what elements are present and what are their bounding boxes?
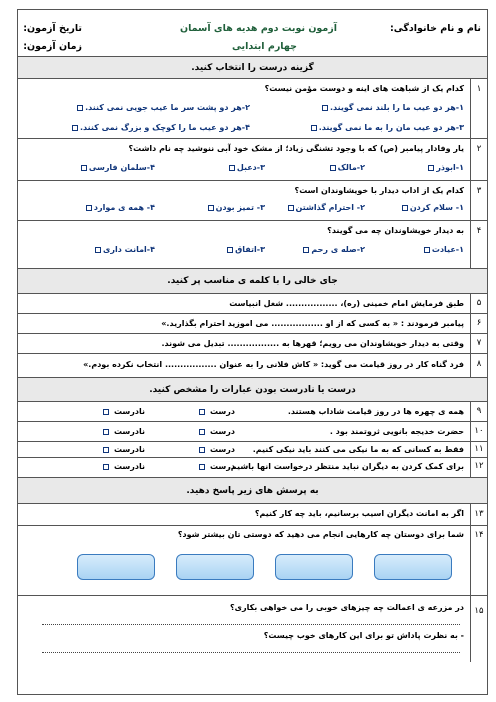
checkbox-icon[interactable] [199, 447, 205, 453]
question-number: ۱۲ [470, 458, 487, 477]
checkbox-icon[interactable] [227, 247, 233, 253]
checkbox-icon[interactable] [72, 125, 78, 131]
checkbox-icon[interactable] [103, 464, 109, 470]
true-option[interactable]: درست [197, 427, 235, 436]
question-row [18, 504, 487, 526]
question-number: ۶ [470, 314, 487, 333]
question-row [18, 294, 487, 314]
checkbox-icon[interactable] [311, 125, 317, 131]
option-3[interactable]: ۳-اتفاق [225, 245, 265, 254]
question-number: ۷ [470, 334, 487, 353]
question-number: ۳ [470, 181, 487, 220]
question-row [18, 442, 487, 458]
checkbox-icon[interactable] [322, 105, 328, 111]
question-text: به دیدار خویشاوندان چه می گویند؟ [327, 226, 464, 235]
question-number: ۹ [470, 402, 487, 421]
question-text: اگر به امانت دیگران اسیب برسانیم، باید چه کار کنیم؟ [254, 509, 464, 518]
answer-line[interactable] [42, 624, 460, 625]
exam-time-label: زمان آزمون: [23, 41, 82, 52]
question-number: ۵ [470, 294, 487, 313]
question-text: حضرت خدیجه بانویی ثروتمند بود . [329, 427, 464, 436]
checkbox-icon[interactable] [330, 165, 336, 171]
section-short-answer-title: به پرسش های زیر پاسخ دهید. [18, 478, 487, 504]
checkbox-icon[interactable] [402, 205, 408, 211]
question-row [18, 526, 487, 596]
student-name-label: نام و نام خانوادگی: [389, 23, 481, 34]
question-row [18, 402, 487, 422]
checkbox-icon[interactable] [86, 205, 92, 211]
section-multiple-choice-title: گزینه درست را انتخاب کنید. [18, 57, 487, 79]
question-row [18, 596, 487, 662]
answer-box-3[interactable] [176, 554, 254, 580]
option-3[interactable]: ۳-هر دو عیب مان را به ما نمی گویند. [309, 123, 464, 132]
section-fill-blank-title: جای خالی را با کلمه ی مناسب پر کنید. [18, 269, 487, 294]
question-number: ۸ [470, 354, 487, 377]
question-text: همه ی چهره ها در روز قیامت شاداب هستند. [287, 407, 464, 416]
answer-box-2[interactable] [275, 554, 353, 580]
section-true-false-title: درست یا نادرست بودن عبارات را مشخص کنید. [18, 378, 487, 402]
exam-title: آزمون نوبت دوم هدیه های آسمان [179, 23, 337, 34]
question-row [18, 422, 487, 442]
option-4[interactable]: ۴-هر دو عیب ما را کوچک و بزرگ نمی کنند. [70, 123, 250, 132]
question-text: شما برای دوستان چه کارهایی انجام می دهید که دوستی تان بیشتر شود؟ [177, 530, 464, 539]
true-option[interactable]: درست [197, 407, 235, 416]
question-number: ۱۳ [470, 504, 487, 525]
option-3[interactable]: ۳- تمیز بودن [206, 203, 265, 212]
question-text: در مزرعه ی اعمالت چه چیزهای خوبی را می خواهی بکاری؟ [230, 603, 464, 612]
question-number: ۱۵ [470, 596, 487, 662]
question-number: ۱۱ [470, 442, 487, 457]
false-option[interactable]: نادرست [101, 427, 145, 436]
checkbox-icon[interactable] [303, 247, 309, 253]
checkbox-icon[interactable] [199, 429, 205, 435]
exam-sheet [17, 9, 488, 695]
question-number: ۲ [470, 139, 487, 180]
question-number: ۱ [470, 79, 487, 138]
grade-label: چهارم ابتدایی [231, 41, 297, 52]
question-text: فرد گناه کار در روز قیامت می گوید: « کاش فلانی را به عنوان ................. انتخاب نکرده بودم.» [83, 360, 464, 369]
question-row [18, 181, 487, 221]
checkbox-icon[interactable] [424, 247, 430, 253]
option-4[interactable]: ۴-سلمان فارسی [79, 163, 155, 172]
option-1[interactable]: ۱-هر دو عیب ما را بلند نمی گویند. [320, 103, 464, 112]
option-1[interactable]: ۱- سلام کردن [400, 203, 464, 212]
exam-header [18, 10, 487, 57]
question-text: پیامبر فرمودند : « به کسی که از او ................. می اموزید احترام بگذارید.» [161, 319, 464, 328]
exam-date-label: تاریخ آزمون: [23, 23, 82, 34]
option-2[interactable]: ۲- احترام گذاشتن [286, 203, 365, 212]
checkbox-icon[interactable] [95, 247, 101, 253]
question-number: ۴ [470, 221, 487, 268]
question-text: فقط به کسانی که به ما نیکی می کنند باید نیکی کنیم. [252, 445, 464, 454]
true-option[interactable]: درست [197, 445, 235, 454]
option-1[interactable]: ۱-عیادت [422, 245, 464, 254]
false-option[interactable]: نادرست [101, 445, 145, 454]
option-1[interactable]: ۱-ابوذر [426, 163, 464, 172]
option-2[interactable]: ۲-صله ی رحم [301, 245, 365, 254]
question-text: یار وفادار پیامبر (ص) که با وجود تشنگی زیاد؛ از مشک خود آبی ننوشید چه نام داشت؟ [128, 144, 464, 153]
true-option[interactable]: درست [197, 462, 235, 471]
question-text: کدام یک از اداب دیدار با خویشاوندان است؟ [294, 186, 464, 195]
question-row [18, 314, 487, 334]
question-row [18, 79, 487, 139]
false-option[interactable]: نادرست [101, 407, 145, 416]
checkbox-icon[interactable] [199, 409, 205, 415]
checkbox-icon[interactable] [103, 429, 109, 435]
option-3[interactable]: ۳-دعبل [227, 163, 265, 172]
option-4[interactable]: ۴-امانت داری [93, 245, 155, 254]
checkbox-icon[interactable] [288, 205, 294, 211]
option-2[interactable]: ۲-هر دو پشت سر ما عیب جویی نمی کنند. [75, 103, 250, 112]
checkbox-icon[interactable] [103, 447, 109, 453]
answer-box-4[interactable] [77, 554, 155, 580]
checkbox-icon[interactable] [103, 409, 109, 415]
option-4[interactable]: ۴- همه ی موارد [84, 203, 155, 212]
answer-line[interactable] [42, 652, 460, 653]
checkbox-icon[interactable] [428, 165, 434, 171]
question-row [18, 334, 487, 354]
checkbox-icon[interactable] [81, 165, 87, 171]
question-text: وقتی به دیدار خویشاوندان می رویم؛ قهرها به ................. تبدیل می شوند. [161, 339, 464, 348]
checkbox-icon[interactable] [199, 464, 205, 470]
question-row [18, 458, 487, 478]
question-row [18, 354, 487, 378]
checkbox-icon[interactable] [208, 205, 214, 211]
checkbox-icon[interactable] [77, 105, 83, 111]
question-text: طبق فرمایش امام خمینی (ره)، ................. شغل انبیاست [229, 299, 464, 308]
question-row [18, 221, 487, 269]
question-number: ۱۴ [470, 526, 487, 595]
option-2[interactable]: ۲-مالک [328, 163, 365, 172]
checkbox-icon[interactable] [229, 165, 235, 171]
sub-question-text: - به نظرت پاداش تو برای این کارهای خوب چیست؟ [263, 631, 464, 640]
question-text: برای کمک کردن به دیگران نباید منتظر درخواست انها باشیم. [227, 462, 464, 471]
answer-box-1[interactable] [374, 554, 452, 580]
question-text: کدام یک از شباهت های اینه و دوست مؤمن نیست؟ [264, 84, 464, 93]
question-row [18, 139, 487, 181]
false-option[interactable]: نادرست [101, 462, 145, 471]
question-number: ۱۰ [470, 422, 487, 441]
